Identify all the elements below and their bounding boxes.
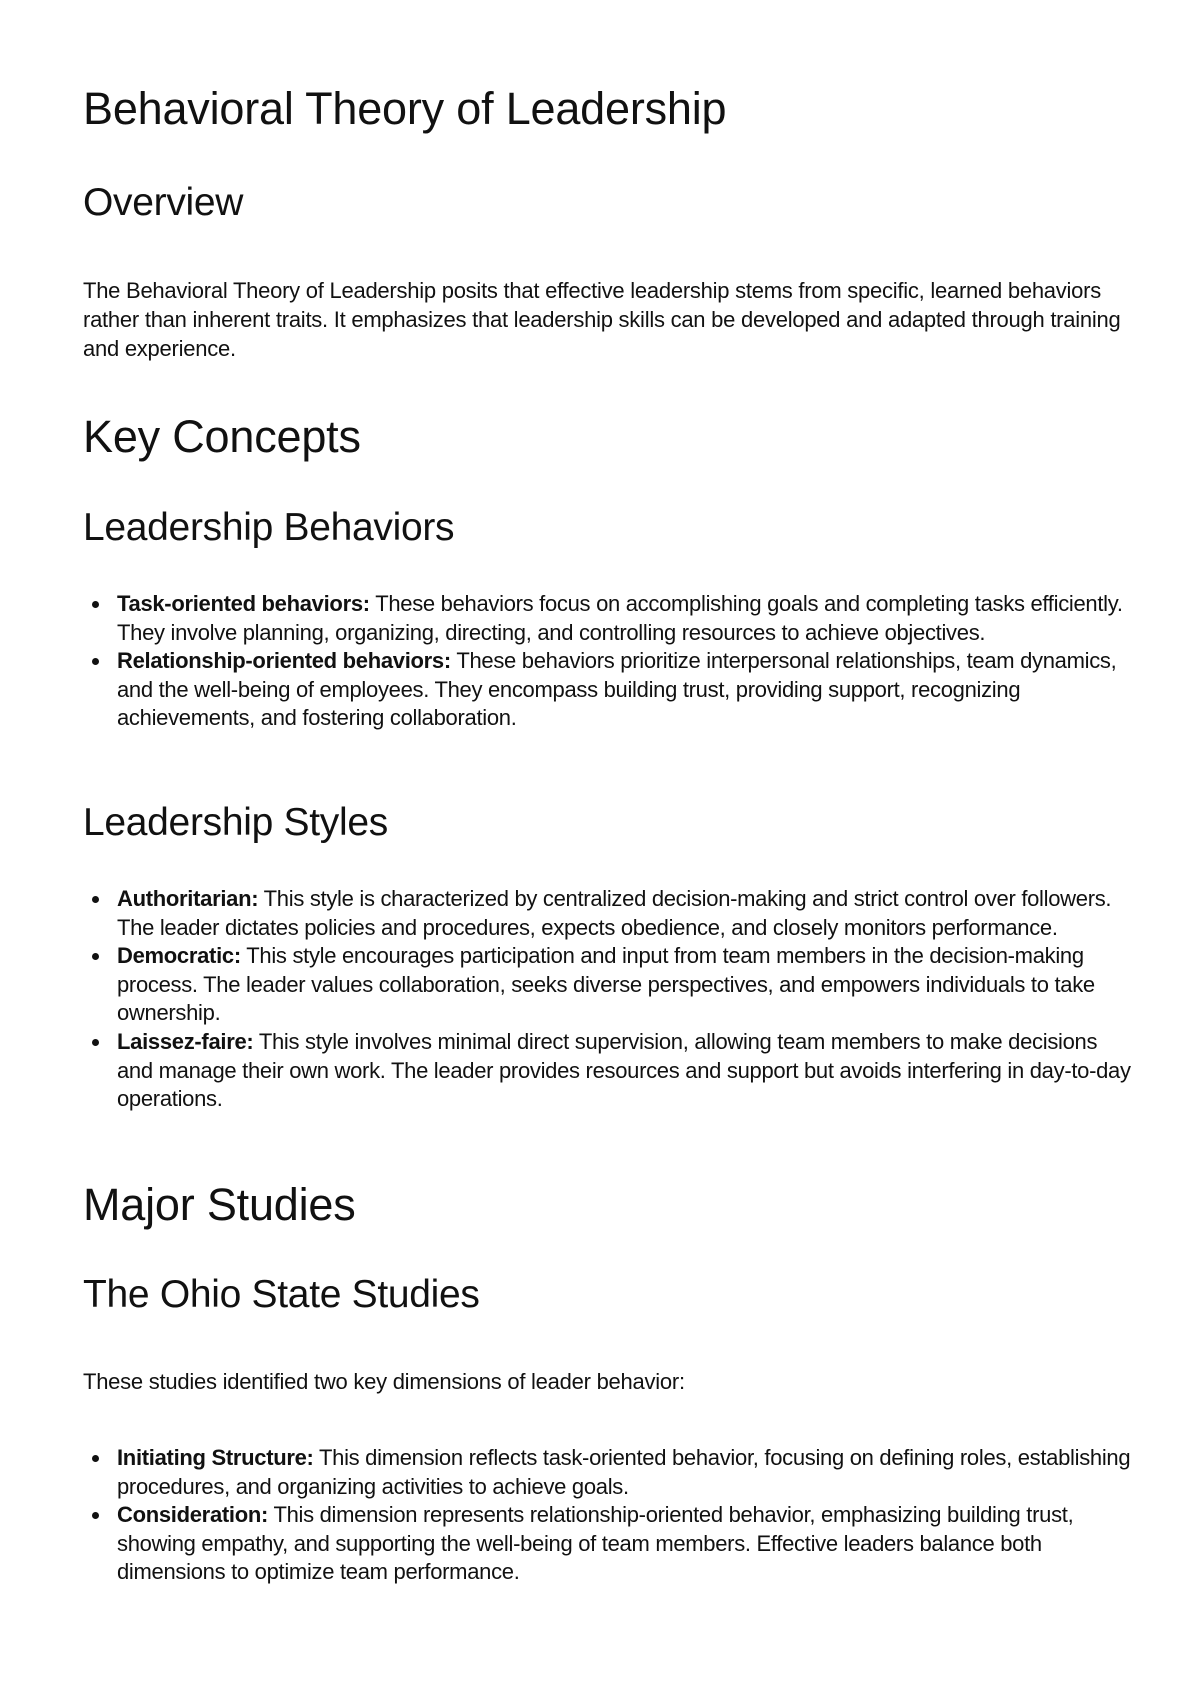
list-item	[83, 1501, 1133, 1587]
ohio-state-intro: These studies identified two key dimensions of leader behavior:	[83, 1369, 685, 1394]
list-item-term: Initiating Structure:	[117, 1445, 314, 1470]
list-item-text: This style is characterized by centralized decision-making and strict control over followers. The leader dictates policies and procedures, expects obedience, and closely monitors performance.	[117, 886, 1112, 940]
ohio-state-heading: The Ohio State Studies	[83, 1273, 480, 1316]
list-item-term: Relationship-oriented behaviors:	[117, 648, 451, 674]
list-item-term: Authoritarian:	[117, 886, 259, 911]
bullet-icon	[92, 953, 99, 960]
list-item	[83, 647, 1133, 733]
leadership-styles-heading: Leadership Styles	[83, 801, 388, 844]
list-item	[83, 885, 1133, 942]
bullet-icon	[92, 658, 99, 665]
bullet-icon	[92, 1039, 99, 1046]
list-item-term: Laissez-faire:	[117, 1028, 254, 1054]
list-item-text: This dimension reflects task-oriented behavior, focusing on defining roles, establishing procedures, and organizing activities to achieve goals.	[117, 1445, 1131, 1499]
key-concepts-heading: Key Concepts	[83, 411, 361, 462]
list-item-text: This dimension represents relationship-oriented behavior, emphasizing building trust, showing empathy, and supporting the well-being of team members. Effective leaders balance both dimensions to optimize team performance.	[117, 1502, 1074, 1585]
bullet-icon	[92, 896, 99, 903]
leadership-behaviors-list	[83, 590, 1133, 733]
list-item	[83, 590, 1133, 647]
list-item-text: These behaviors focus on accomplishing goals and completing tasks efficiently. They involve planning, organizing, directing, and controlling resources to achieve objectives.	[117, 591, 1123, 645]
overview-paragraph: The Behavioral Theory of Leadership posits that effective leadership stems from specific, learned behaviors rather than inherent traits. It emphasizes that leadership skills can be developed and adapted through training and experience.	[83, 278, 1121, 361]
list-item-text: These behaviors prioritize interpersonal relationships, team dynamics, and the well-being of employees. They encompass building trust, providing support, recognizing achievements, and fostering collaboration.	[117, 648, 1117, 731]
list-item	[83, 1444, 1133, 1501]
list-item-text: This style encourages participation and input from team members in the decision-making process. The leader values collaboration, seeks diverse perspectives, and empowers individuals to take ownership.	[117, 943, 1095, 1026]
major-studies-heading: Major Studies	[83, 1179, 356, 1230]
leadership-behaviors-heading: Leadership Behaviors	[83, 506, 455, 549]
list-item-term: Democratic:	[117, 943, 241, 969]
list-item-term: Task-oriented behaviors:	[117, 591, 370, 616]
bullet-icon	[92, 1512, 99, 1519]
overview-heading: Overview	[83, 181, 244, 224]
bullet-icon	[92, 601, 99, 608]
document-title: Behavioral Theory of Leadership	[83, 83, 727, 134]
list-item	[83, 1028, 1133, 1114]
bullet-icon	[92, 1455, 99, 1462]
list-item-term: Consideration:	[117, 1502, 269, 1528]
list-item	[83, 942, 1133, 1028]
list-item-text: This style involves minimal direct supervision, allowing team members to make decisions and manage their own work. The leader provides resources and support but avoids interfering in day-to-day operations.	[117, 1028, 1131, 1112]
ohio-state-list	[83, 1444, 1133, 1587]
leadership-styles-list	[83, 885, 1133, 1114]
